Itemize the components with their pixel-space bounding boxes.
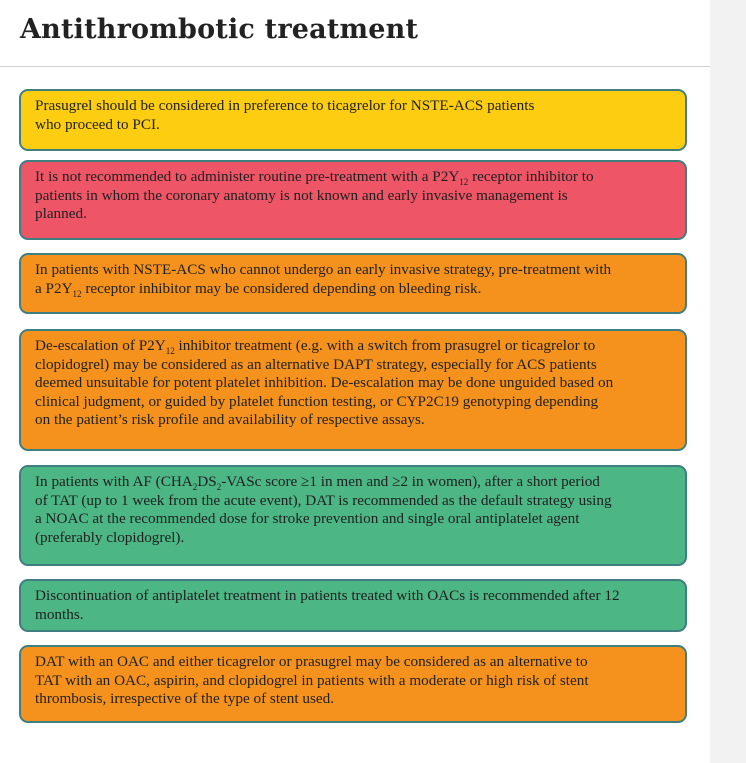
recommendation-box-prasugrel-preference xyxy=(19,89,687,151)
recommendation-text: In patients with NSTE-ACS who cannot undergo an early invasive strategy, pre-treatment with a $P2Y_{12}$ receptor inhibitor may be considered depending on bleeding risk. xyxy=(35,261,612,299)
recommendation-box-af-dat-strategy xyxy=(19,465,687,566)
recommendation-text: Discontinuation of antiplatelet treatment in patients treated with OACs is recommended after 12 months. xyxy=(35,587,620,623)
recommendation-box-de-escalation xyxy=(19,329,687,451)
recommendation-box-dat-ticagrelor-prasugrel xyxy=(19,645,687,723)
recommendation-text: De-escalation of $P2Y_{12}$ inhibitor treatment (e.g. with a switch from prasugrel or ticagrelor to clopidogrel) may be considered as an alternative DAPT strategy, especially for ACS patients deemed unsuitable for potent platelet inhibition. De-escalation may be done unguided based on clinical judgment, or guided by platelet function testing, or CYP2C19 genotyping depending on the patient’s risk profile and availability of respective assays. xyxy=(35,337,614,429)
recommendation-box-no-routine-pretreatment xyxy=(19,160,687,240)
page-title: Antithrombotic treatment xyxy=(20,14,419,45)
recommendation-text: DAT with an OAC and either ticagrelor or prasugrel may be considered as an alternative to TAT with an OAC, aspirin, and clopidogrel in patients with a moderate or high risk of stent thrombosis, irrespective of the type of stent used. xyxy=(35,653,589,708)
recommendation-box-pretreatment-bleeding-risk xyxy=(19,253,687,314)
recommendation-text: In patients with AF ($CHA_2DS_2$-VASc score ≥1 in men and ≥2 in women), after a short period of TAT (up to 1 week from the acute event), DAT is recommended as the default strategy using a NOAC at the recommended dose for stroke prevention and single oral antiplatelet agent (preferably clopidogrel). xyxy=(35,473,612,546)
recommendation-box-antiplatelet-discontinuation xyxy=(19,579,687,632)
title-divider xyxy=(0,66,710,67)
right-margin-strip xyxy=(710,0,746,763)
recommendation-text: Prasugrel should be considered in preference to ticagrelor for NSTE-ACS patients who proceed to PCI. xyxy=(35,97,535,133)
recommendation-text: It is not recommended to administer routine pre-treatment with a $P2Y_{12}$ receptor inhibitor to patients in whom the coronary anatomy is not known and early invasive management is planned. xyxy=(35,168,594,223)
